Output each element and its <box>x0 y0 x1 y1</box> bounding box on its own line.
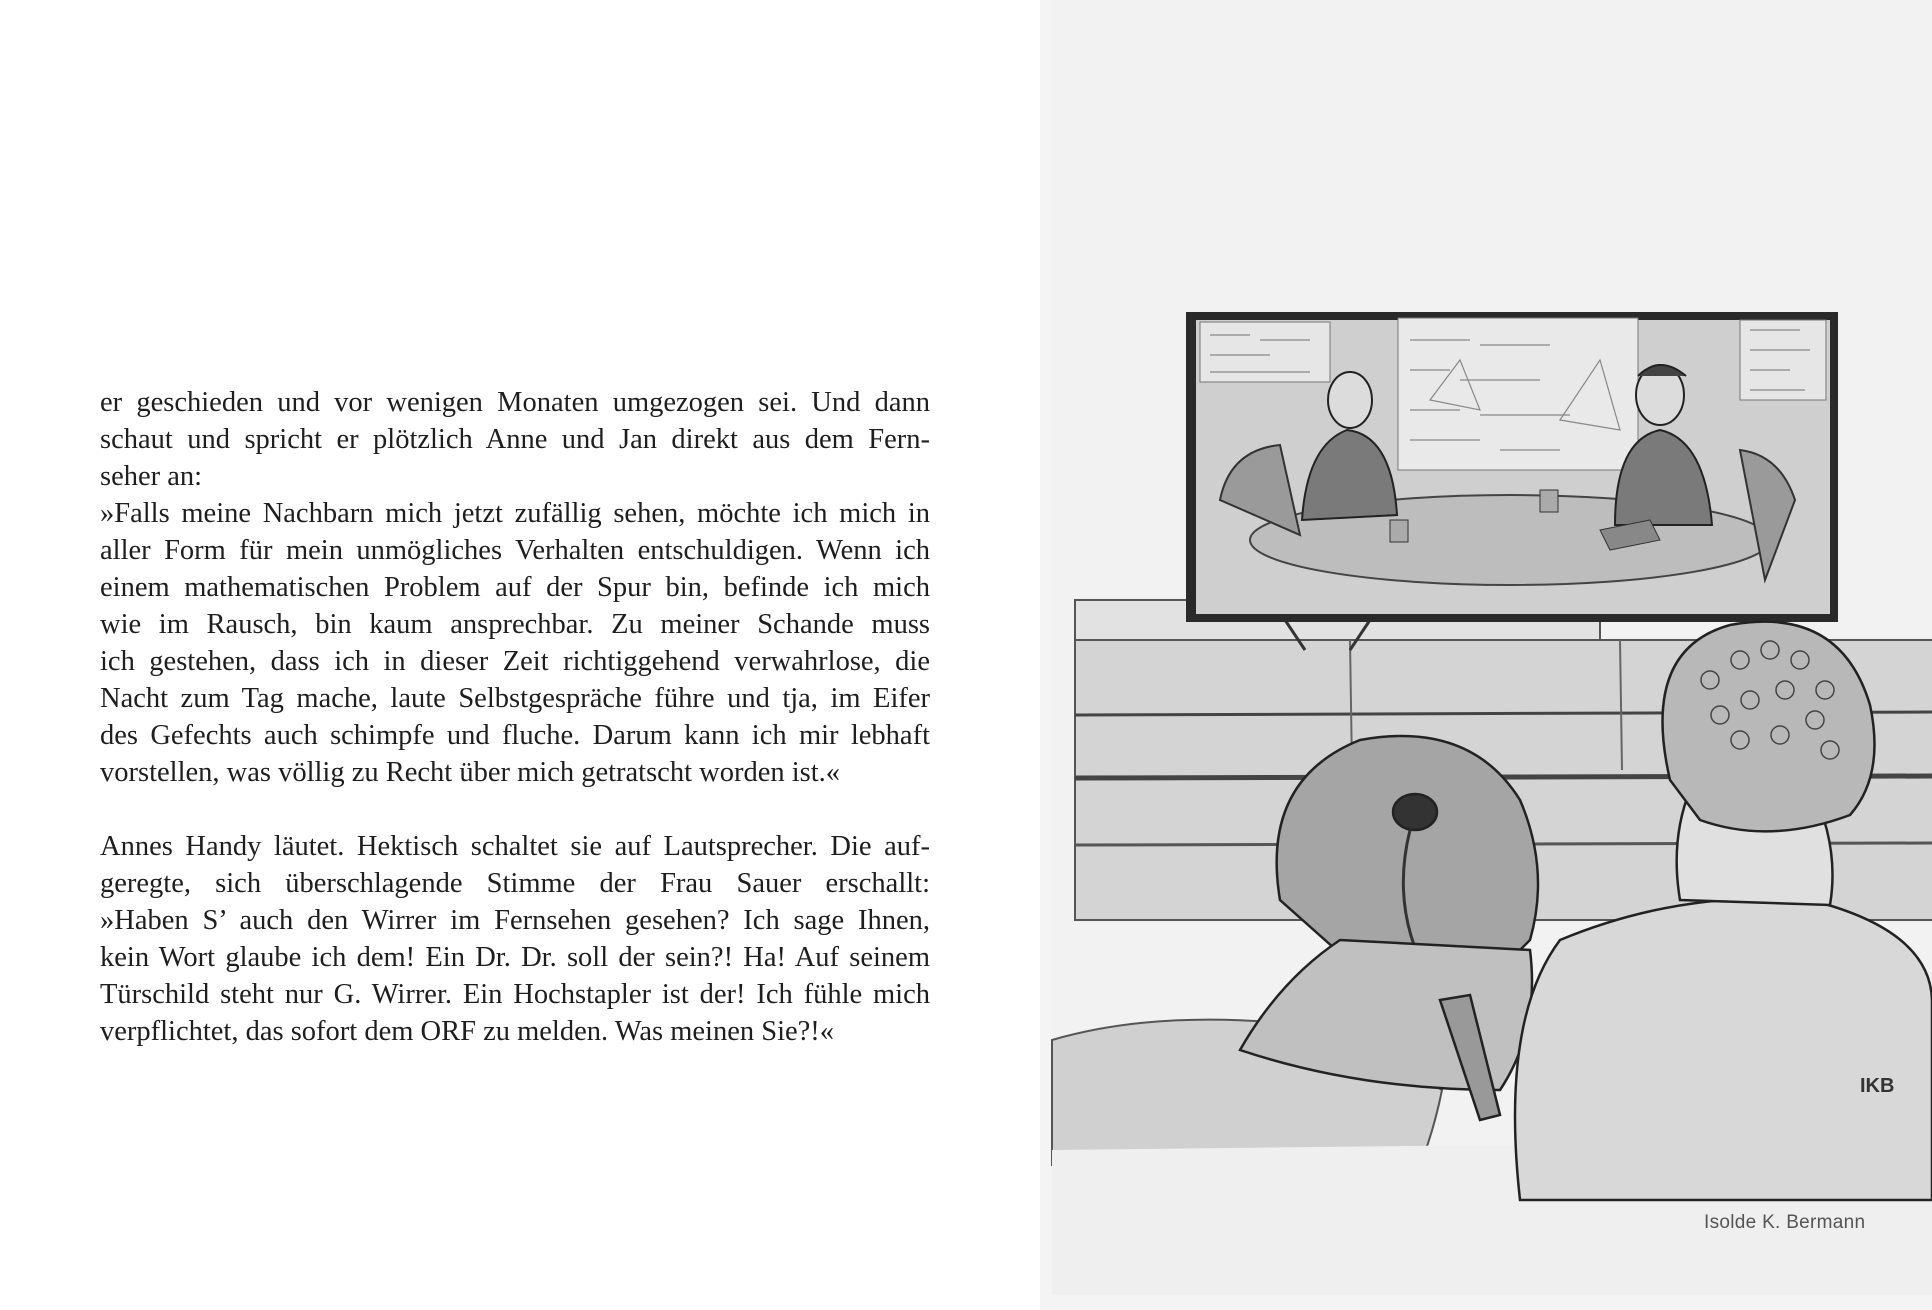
text-line: einem mathematischen Problem auf der Spur bin, befinde ich mich <box>100 572 930 603</box>
text-line: Nacht zum Tag mache, laute Selbstgespräche führe und tja, im Eifer <box>100 683 930 714</box>
text-line: des Gefechts auch schimpfe und fluche. Darum kann ich mir lebhaft <box>100 720 930 751</box>
text-line: kein Wort glaube ich dem! Ein Dr. Dr. soll der sein?! Ha! Auf seinem <box>100 942 930 973</box>
story-text <box>100 384 930 1050</box>
text-line: aller Form für mein unmögliches Verhalten entschuldigen. Wenn ich <box>100 535 930 566</box>
text-line: Annes Handy läutet. Hektisch schaltet sie auf Lautsprecher. Die auf- <box>100 831 930 862</box>
text-line: ich gestehen, dass ich in dieser Zeit richtiggehend verwahrlose, die <box>100 646 930 677</box>
text-line: er geschieden und vor wenigen Monaten umgezogen sei. Und dann <box>100 387 930 418</box>
text-line: geregte, sich überschlagende Stimme der Frau Sauer erschallt: <box>100 868 930 899</box>
right-page-illustration <box>1040 0 1932 1310</box>
text-line: »Haben S’ auch den Wirrer im Fernsehen gesehen? Ich sage Ihnen, <box>100 905 930 936</box>
text-line: »Falls meine Nachbarn mich jetzt zufällig sehen, möchte ich mich in <box>100 498 930 529</box>
text-line: vorstellen, was völlig zu Recht über mich getratscht worden ist.« <box>100 757 841 788</box>
text-line: verpflichtet, das sofort dem ORF zu melden. Was meinen Sie?!« <box>100 1016 835 1047</box>
paragraph-1 <box>100 384 930 495</box>
text-line: Türschild steht nur G. Wirrer. Ein Hochstapler ist der! Ich fühle mich <box>100 979 930 1010</box>
text-line: wie im Rausch, bin kaum ansprechbar. Zu meiner Schande muss <box>100 609 930 640</box>
text-line: seher an: <box>100 461 203 492</box>
tv-set <box>1186 312 1838 622</box>
paragraph-2 <box>100 495 930 791</box>
tv-watching-illustration <box>1040 0 1932 1310</box>
paragraph-3 <box>100 828 930 1050</box>
illustrator-credit: Isolde K. Bermann <box>1704 1212 1866 1233</box>
artist-signature: IKB <box>1860 1075 1895 1097</box>
text-line: schaut und spricht er plötzlich Anne und Jan direkt aus dem Fern- <box>100 424 930 455</box>
